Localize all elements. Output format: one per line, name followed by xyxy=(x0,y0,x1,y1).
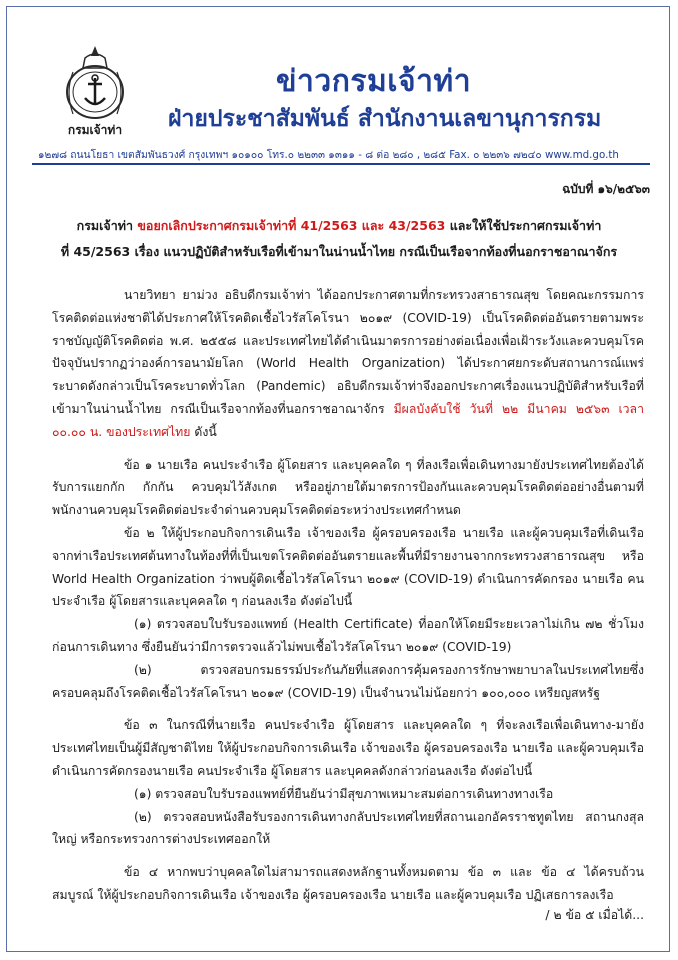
clause-2: ข้อ ๒ ให้ผู้ประกอบกิจการเดินเรือ เจ้าของเรือ ผู้ครอบครองเรือ นายเรือ และผู้ควบคุมเรือที่เดินเรือจากท่าเรือประเทศต้นทางในท้องที่ที่เป็นเขตโรคติดต่ออันตรายและพื้นที่มีรายงานจากกระทรวงสาธารณสุข หรือ World Health Organization ว่าพบผู้ติดเชื้อไวรัสโคโรนา ๒๐๑๙ (COVID-19) ดำเนินการคัดกรอง นายเรือ คนประจำเรือ ผู้โดยสารและบุคคลใด ๆ ก่อนลงเรือ ดังต่อไปนี้ xyxy=(52,525,644,609)
clause-1: ข้อ ๑ นายเรือ คนประจำเรือ ผู้โดยสาร และบุคคลใด ๆ ที่ลงเรือเพื่อเดินทางมายังประเทศไทยต้องได้รับการแยกกัก กักกัน ควบคุมไว้สังเกต หรืออยู่ภายใต้มาตรการป้องกันและควบคุมโรคติดต่ออย่างอื่นตามที่พนักงานควบคุมโรคติดต่อประจำด่านควบคุมโรคติดต่อระหว่างประเทศกำหนด xyxy=(52,457,644,518)
clause-3: ข้อ ๓ ในกรณีที่นายเรือ คนประจำเรือ ผู้โดยสาร และบุคคลใด ๆ ที่จะลงเรือเพื่อเดินทาง-มายังประเทศไทยเป็นผู้มีสัญชาติไทย ให้ผู้ประกอบกิจการเดินเรือ เจ้าของเรือ ผู้ครอบครองเรือ นายเรือ และผู้ควบคุมเรือ ดำเนินการคัดกรองนายเรือ คนประจำเรือ ผู้โดยสาร และบุคคลดังกล่าวก่อนลงเรือ ดังต่อไปนี้ xyxy=(52,718,644,778)
intro-paragraph xyxy=(52,284,644,444)
contact-address: ๑๒๗๘ ถนนโยธา เขตสัมพันธวงศ์ กรุงเทพฯ ๑๐๑๐๐ โทร.๐ ๒๒๓๓ ๑๓๑๑ - ๘ ต่อ ๒๘๐ , ๒๘๕ Fax. ๐ ๒๒๓๖ ๗๒๔๐ www.md.go.th xyxy=(38,149,619,161)
clause-4: ข้อ ๔ หากพบว่าบุคคลใดไม่สามารถแสดงหลักฐานทั้งหมดตาม ข้อ ๓ และ ข้อ ๔ ได้ครบถ้วนสมบูรณ์ ให้ผู้ประกอบกิจการเดินเรือ เจ้าของเรือ ผู้ครอบครองเรือ นายเรือ และผู้ควบคุมเรือ ปฏิเสธการลงเรือ xyxy=(52,865,644,902)
marine-department-emblem xyxy=(55,42,135,142)
subject-tail: และให้ใช้ประกาศกรมเจ้าท่า xyxy=(445,218,602,233)
subject-lead: กรมเจ้าท่า xyxy=(76,218,138,233)
intro-end: ดังนี้ xyxy=(190,424,217,439)
bulletin-title: ข่าวกรมเจ้าท่า xyxy=(276,64,472,99)
effective-date-highlight: มีผลบังคับใช้ วันที่ ๒๒ มีนาคม ๒๕๖๓ เวลา ๐๐.๐๐ น. ของประเทศไทย xyxy=(52,401,645,439)
subject-line-2: ที่ 45/2563 เรื่อง แนวปฏิบัติสำหรับเรือที่เข้ามาในน่านน้ำไทย กรณีเป็นเรือจากท้องที่นอกราชอาณาจักร xyxy=(60,244,618,259)
intro-text: นายวิทยา ยาม่วง อธิบดีกรมเจ้าท่า ได้ออกประกาศตามที่กระทรวงสาธารณสุข โดยคณะกรรมการโรคติดต่อแห่งชาติได้ประกาศให้โรคติดเชื้อไวรัสโคโรนา ๒๐๑๙ (COVID-19) เป็นโรคติดต่ออันตรายตามพระราชบัญญัติโรคติดต่อ พ.ศ. ๒๕๕๘ และประเทศไทยได้ดำเนินมาตรการอย่างต่อเนื่องเพื่อเฝ้าระวังและควบคุมโรค ปัจจุบันปรากฏว่าองค์การอนามัยโลก (World Health Organization) ได้ประกาศยกระดับสถานการณ์แพร่ระบาดดังกล่าวเป็นโรคระบาดทั่วโลก (Pandemic) อธิบดีกรมเจ้าท่าจึงออกประกาศเรื่องแนวปฏิบัติสำหรับเรือที่เข้ามาในน่านน้ำไทย กรณีเป็นเรือจากท้องที่นอกราชอาณาจักร xyxy=(52,288,644,416)
clause-3-item-2: (๒) ตรวจสอบหนังสือรับรองการเดินทางกลับประเทศไทยที่สถานเอกอัครราชทูตไทย สถานกงสุลใหญ่ หรือกระทรวงการต่างประเทศออกให้ xyxy=(52,809,644,847)
subject-highlight: ขอยกเลิกประกาศกรมเจ้าท่าที่ 41/2563 และ 43/2563 xyxy=(137,218,446,233)
announcement-body xyxy=(52,284,644,907)
clause-2-item-1: (๑) ตรวจสอบใบรับรองแพทย์ (Health Certificate) ที่ออกให้โดยมีระยะเวลาไม่เกิน ๗๒ ชั่วโมงก่อนการเดินทาง ซึ่งยืนยันว่ามีการตรวจแล้วไม่พบเชื้อไวรัสโคโรนา ๒๐๑๙ (COVID-19) xyxy=(52,617,644,654)
page-continuation: / ๒ ข้อ ๕ เมื่อได้... xyxy=(545,908,644,922)
announcement-subject xyxy=(30,213,648,265)
issue-number: ฉบับที่ ๑๖/๒๕๖๓ xyxy=(562,182,650,196)
svg-text:กรมเจ้าท่า: กรมเจ้าท่า xyxy=(67,123,123,137)
department-subtitle: ฝ่ายประชาสัมพันธ์ สำนักงานเลขานุการกรม xyxy=(168,106,602,132)
clause-3-item-1: (๑) ตรวจสอบใบรับรองแพทย์ที่ยืนยันว่ามีสุขภาพเหมาะสมต่อการเดินทางทางเรือ xyxy=(134,786,554,801)
clause-2-item-2: (๒) ตรวจสอบกรมธรรม์ประกันภัยที่แสดงการคุ้มครองการรักษาพยาบาลในประเทศไทยซึ่งครอบคลุมถึงโรคติดเชื้อไวรัสโคโรนา ๒๐๑๙ (COVID-19) เป็นจำนวนไม่น้อยกว่า ๑๐๐,๐๐๐ เหรียญสหรัฐ xyxy=(52,662,644,700)
header-divider xyxy=(32,163,650,165)
